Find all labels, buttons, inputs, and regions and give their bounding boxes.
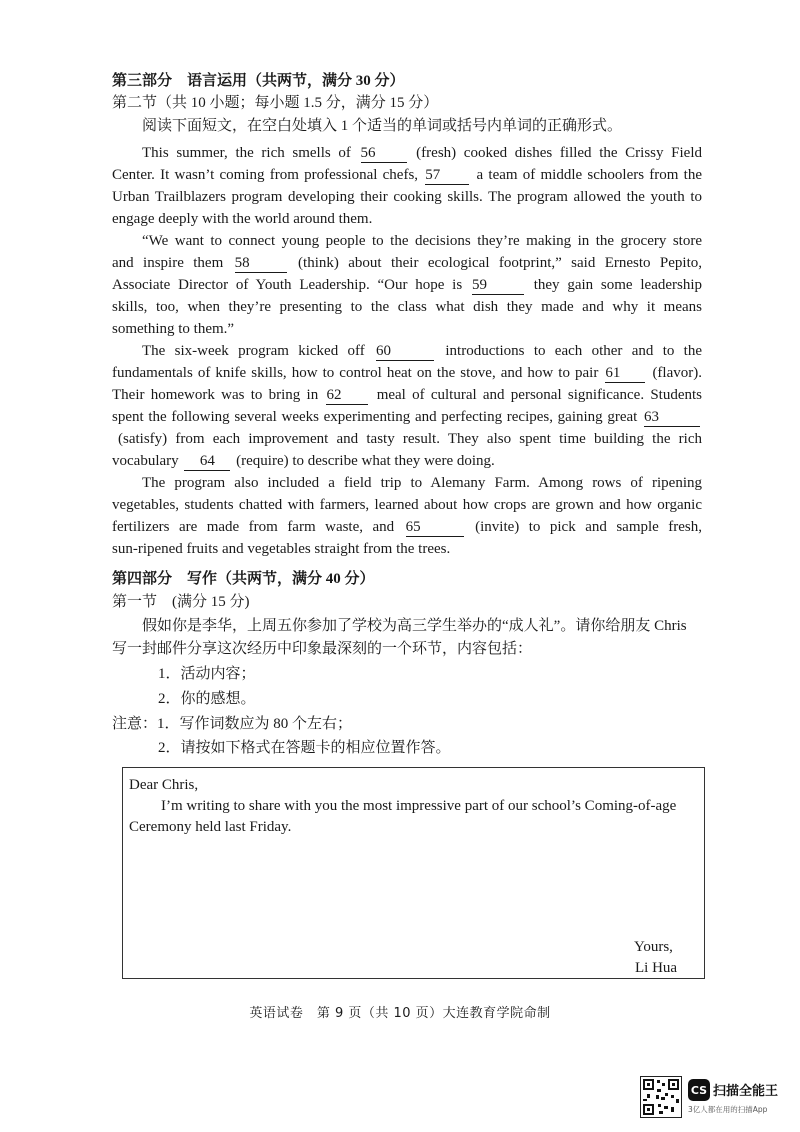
blank-65: 65 <box>406 519 464 537</box>
blank-56: 56 <box>361 145 407 163</box>
writing-note: 2．请按如下格式在答题卡的相应位置作答。 <box>158 740 451 756</box>
passage-line: fertilizers are made from farm waste, and 65 (invite) to pick and sample fresh, <box>112 519 703 535</box>
blank-62: 62 <box>326 387 368 405</box>
writing-item: 1．活动内容； <box>158 666 256 682</box>
passage-line: and inspire them 58 (think) about their ecological footprint,” said Ernesto Pepito, <box>112 255 703 271</box>
passage-line: spent the following several weeks experimenting and perfecting recipes, gaining great 63 <box>112 406 702 428</box>
passage-line: The six-week program kicked off 60 introductions to each other and to the <box>142 343 702 359</box>
passage-line: Center. It wasn’t coming from professional chefs, 57 a team of middle schoolers from the <box>112 167 703 183</box>
letter-body-line: Ceremony held last Friday. <box>129 819 292 835</box>
letter-answer-box <box>122 767 705 979</box>
camscanner-logo-icon: CS <box>688 1079 710 1101</box>
passage-line: something to them.” <box>112 321 235 337</box>
blank-59: 59 <box>472 277 524 295</box>
blank-61: 61 <box>605 365 645 383</box>
letter-closing: Yours, <box>634 939 673 955</box>
writing-prompt: 写一封邮件分享这次经历中印象最深刻的一个环节，内容包括： <box>112 641 533 657</box>
passage-line: Urban Trailblazers program developing their cooking skills. The program allowed the youth to <box>112 189 702 205</box>
passage-line: sun-ripened fruits and vegetables straight from the trees. <box>112 541 451 557</box>
passage-line: vegetables, students chatted with farmers, learned about how crops are grown and how organic <box>112 497 702 513</box>
part3-heading: 第三部分 语言运用（共两节，满分 30 分） <box>112 73 405 89</box>
passage-line: (satisfy) from each improvement and tasty result. They also spent time building the rich <box>118 431 702 447</box>
part3-section2: 第二节（共 10 小题；每小题 1.5 分，满分 15 分） <box>112 95 439 111</box>
scanner-app-tagline: 3亿人都在用的扫描App <box>688 1105 768 1114</box>
writing-note: 注意：1．写作词数应为 80 个左右； <box>112 716 353 732</box>
blank-60: 60 <box>376 343 434 361</box>
blank-64: 64 <box>184 453 230 471</box>
letter-greeting: Dear Chris, <box>129 777 199 793</box>
passage-line: skills, too, when they’re presenting to the class what dish they made and why it means <box>112 299 702 315</box>
qr-code-icon <box>640 1076 682 1118</box>
passage-line: fundamentals of knife skills, how to control heat on the stove, and how to pair 61 (flavor). <box>112 365 702 381</box>
passage-line: Their homework was to bring in 62 meal of cultural and personal significance. Students <box>112 387 703 403</box>
passage-line: The program also included a field trip to Alemany Farm. Among rows of ripening <box>142 475 702 491</box>
letter-signature: Li Hua <box>635 960 678 976</box>
blank-58: 58 <box>235 255 287 273</box>
passage-line: vocabulary 64 (require) to describe what they were doing. <box>112 453 495 469</box>
blank-63: 63 <box>644 409 700 427</box>
page-footer: 英语试卷 第 9 页（共 10 页）大连教育学院命制 <box>249 1006 551 1021</box>
writing-item: 2．你的感想。 <box>158 691 256 707</box>
letter-body-line: I’m writing to share with you the most impressive part of our school’s Coming-of-age <box>161 798 677 814</box>
passage-line: Associate Director of Youth Leadership. “Our hope is 59 they gain some leadership <box>112 277 703 293</box>
part4-heading: 第四部分 写作（共两节，满分 40 分） <box>112 571 375 587</box>
passage-line: “We want to connect young people to the decisions they’re making in the grocery store <box>142 233 702 249</box>
blank-57: 57 <box>425 167 469 185</box>
part3-instruction: 阅读下面短文，在空白处填入 1 个适当的单词或括号内单词的正确形式。 <box>142 118 623 134</box>
passage-line: This summer, the rich smells of 56 (fresh) cooked dishes filled the Crissy Field <box>142 145 703 161</box>
scanner-app-name: 扫描全能王 <box>713 1084 779 1099</box>
part4-section1: 第一节 (满分 15 分) <box>112 594 250 610</box>
passage-line: engage deeply with the world around them. <box>112 211 373 227</box>
writing-prompt: 假如你是李华，上周五你参加了学校为高三学生举办的“成人礼”。请你给朋友 Chris <box>142 618 687 634</box>
